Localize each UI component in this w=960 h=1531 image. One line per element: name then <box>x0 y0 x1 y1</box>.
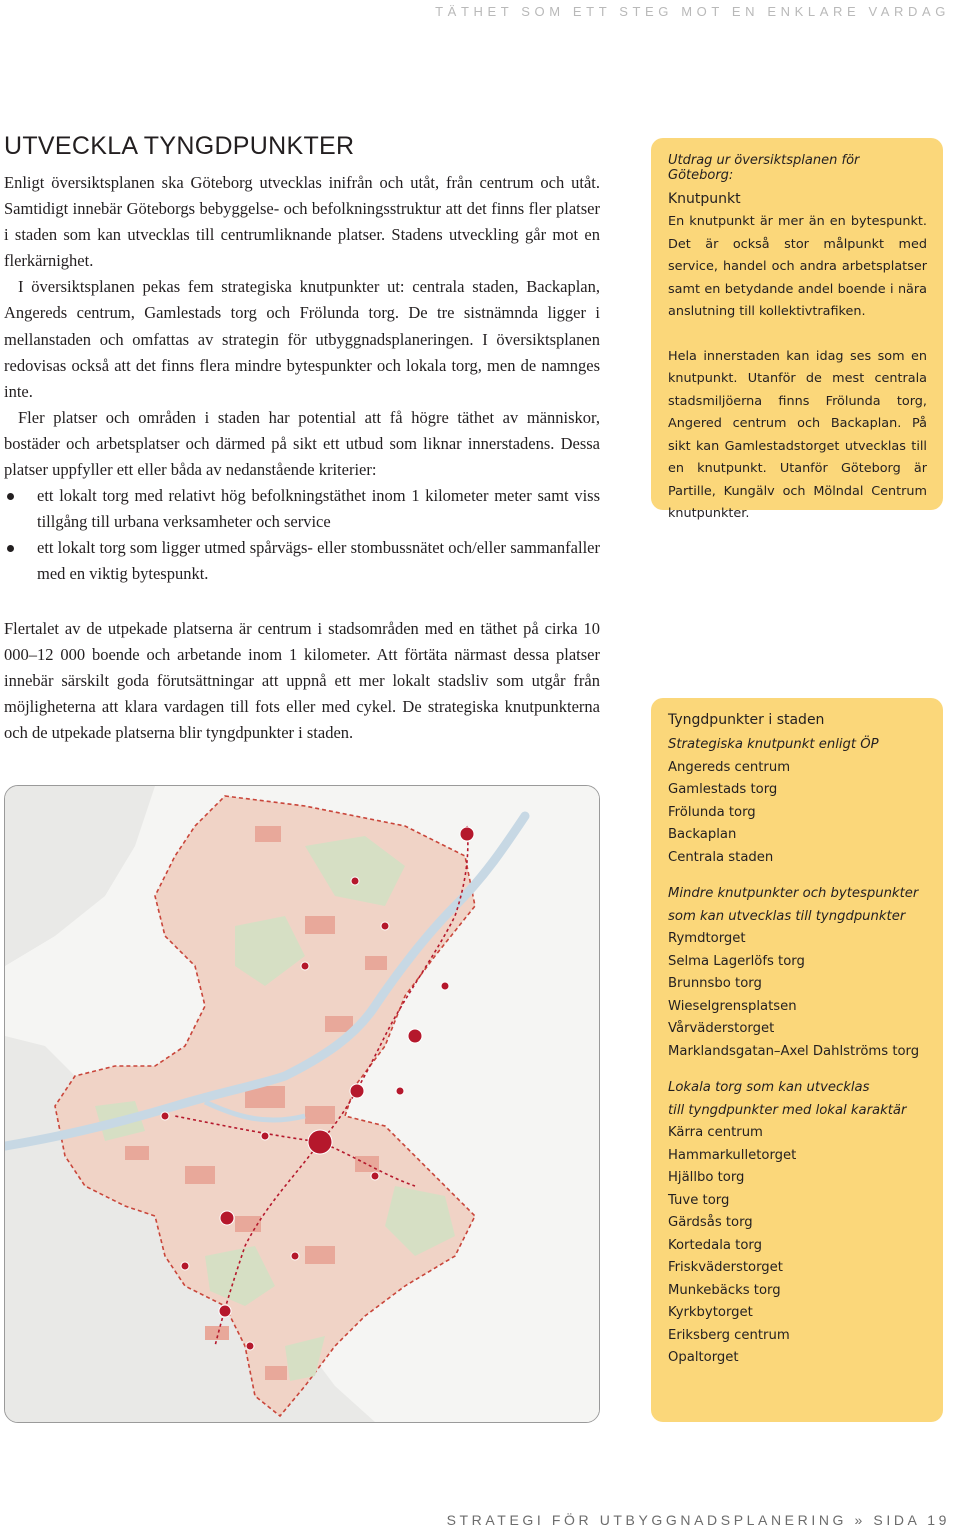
map-marker-gamlestads-torg <box>408 1029 422 1043</box>
map-marker-local <box>246 1342 254 1350</box>
knutpunkt-sidebar <box>651 138 943 521</box>
map-graphic <box>5 786 599 1422</box>
sidebar-section-strategiska <box>668 734 927 869</box>
criteria-item: ett lokalt torg med relativt hög befolkningstäthet inom 1 kilometer meter samt viss tillgång till urbana verksamheter och service <box>4 483 600 535</box>
section-heading: UTVECKLA TYNGDPUNKTER <box>4 132 355 160</box>
place-item: Backaplan <box>668 827 737 842</box>
place-item: Tuve torg <box>668 1192 730 1208</box>
map-marker-local <box>396 1087 404 1095</box>
place-item: Kortedala torg <box>668 1237 762 1253</box>
map-marker-local <box>371 1172 379 1180</box>
place-item: Gärdsås torg <box>668 1215 753 1230</box>
place-item: Selma Lagerlöfs torg <box>668 953 805 969</box>
place-item: Rymdtorget <box>668 931 746 946</box>
sidebar-text: Hela innerstaden kan idag ses som en knutpunkt. Utanför de mest centrala stadsmiljöerna finns Frölunda torg, Angered centrum och Backaplan. På sikt kan Gamlestadstorget utvecklas till en knutpunkt. Utanför Göteborg är Partille, Kungälv och Mölndal Centrum knutpunkter. <box>668 348 927 521</box>
sidebar-title: Knutpunkt <box>668 191 741 207</box>
place-item: Centrala staden <box>668 849 774 865</box>
criteria-item: ett lokalt torg som ligger utmed spårvägs- eller stombussnätet och/eller sammanfaller med en viktig bytespunkt. <box>4 535 600 587</box>
footer-section: STRATEGI FÖR UTBYGGNADSPLANERING <box>446 1512 848 1528</box>
place-list <box>668 928 927 1063</box>
place-item: Marklandsgatan–Axel Dahlströms torg <box>668 1043 920 1059</box>
criteria-list <box>4 483 600 587</box>
sidebar-text: En knutpunkt är mer än en bytespunkt. Det är också stor målpunkt med service, handel och andra arbetsplatser samt en betydande andel boende i nära anslutning till kollektivtrafiken. <box>668 214 927 319</box>
map-marker-local <box>219 1305 231 1317</box>
sidebar-section-lokala <box>668 1077 927 1370</box>
map-marker-local <box>291 1252 299 1260</box>
map-marker-backaplan <box>350 1084 364 1098</box>
page-footer <box>447 1512 950 1528</box>
paragraph-criteria: Fler platser och områden i staden har potential att få högre täthet av människor, bostäder och arbetsplatser och därmed på sikt ett utbud som liknar innerstadens. Dessa platser uppfyller ett eller båda av nedanstående kriterier: <box>4 407 600 480</box>
place-list <box>668 1122 927 1370</box>
map-marker-local <box>261 1132 269 1140</box>
place-item: Vårväderstorget <box>668 1021 775 1036</box>
map-marker-local <box>181 1262 189 1270</box>
place-item: Frölunda torg <box>668 804 756 820</box>
body-text <box>4 170 600 588</box>
map-marker-frolunda-torg <box>220 1211 234 1225</box>
place-item: Angereds centrum <box>668 759 791 775</box>
section-subtitle: Lokala torg som kan utvecklas <box>668 1080 870 1095</box>
map-marker-centrala-staden <box>308 1130 332 1154</box>
map-marker-local <box>161 1112 169 1120</box>
paragraph-tyngdpunkter: Flertalet av de utpekade platserna är centrum i stadsområden med en täthet på cirka 10 000–12 000 boende och arbetande inom 1 kilometer. Att förtäta närmast dessa platser innebär särskilt goda förutsättningar att uppnå ett mer lokalt stadsliv som utgår från möjligheterna att klara vardagen till fots eller med cykel. De strategiska knutpunkterna och de utpekade platserna blir tyngdpunkter i staden. <box>4 619 600 743</box>
place-item: Wieselgrensplatsen <box>668 998 797 1014</box>
sidebar-title: Tyngdpunkter i staden <box>668 712 825 728</box>
map-marker-local <box>301 962 309 970</box>
map-marker-local <box>351 877 359 885</box>
sidebar-intro: Utdrag ur översiktsplanen för Göteborg: <box>668 153 860 183</box>
place-item: Hjällbo torg <box>668 1170 745 1185</box>
place-item: Brunnsbo torg <box>668 976 762 991</box>
page-number: SIDA 19 <box>873 1512 950 1528</box>
place-item: Munkebäcks torg <box>668 1282 781 1298</box>
paragraph-knutpunkter: I översiktsplanen pekas fem strategiska knutpunkter ut: centrala staden, Backaplan, Angereds centrum, Gamlestads torg och Frölunda torg. De tre sistnämnda ligger i mellanstaden och omfattas av strategin för utbyggnadsplaneringen. I översiktsplanen redovisas också att det finns flera mindre bytespunkter och lokala torg, men de namnges inte. <box>4 277 600 401</box>
place-item: Kyrkbytorget <box>668 1305 753 1320</box>
sidebar-section-mindre <box>668 883 927 1063</box>
place-list <box>668 757 927 870</box>
section-subtitle: Mindre knutpunkter och bytespunkter <box>668 886 919 901</box>
place-item: Eriksberg centrum <box>668 1327 790 1343</box>
footer-separator: » <box>854 1512 866 1528</box>
place-item: Hammarkulletorget <box>668 1147 797 1163</box>
section-subtitle: till tyngdpunkter med lokal karaktär <box>668 1102 907 1118</box>
place-item: Gamlestads torg <box>668 782 778 797</box>
running-header: TÄTHET SOM ETT STEG MOT EN ENKLARE VARDAG <box>435 4 950 19</box>
bullet-dot-icon <box>7 545 14 552</box>
place-item: Opaltorget <box>668 1350 739 1365</box>
map-marker-local <box>441 982 449 990</box>
map-marker-local <box>381 922 389 930</box>
paragraph-intro: Enligt översiktsplanen ska Göteborg utvecklas inifrån och utåt, från centrum och utåt. Samtidigt innebär Göteborgs bebyggelse- och befolkningsstruktur att det finns fler platser i staden som kan utvecklas till centrumliknande platser. Stadens utveckling går mot en flerkärnighet. <box>4 173 600 271</box>
bullet-dot-icon <box>7 493 14 500</box>
section-subtitle: som kan utvecklas till tyngdpunkter <box>668 908 906 924</box>
map-marker-angereds-centrum <box>460 827 474 841</box>
place-item: Friskväderstorget <box>668 1260 783 1275</box>
city-map <box>4 785 600 1423</box>
place-item: Kärra centrum <box>668 1125 763 1140</box>
section-subtitle: Strategiska knutpunkt enligt ÖP <box>668 737 879 752</box>
tyngdpunkter-sidebar <box>651 698 943 1422</box>
